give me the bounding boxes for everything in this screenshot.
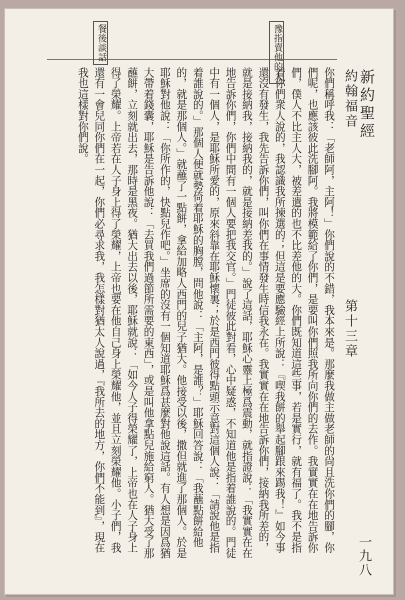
section-title: 約翰福音 bbox=[342, 69, 357, 129]
book-page bbox=[4, 8, 394, 595]
body-paragraph: 你們稱呼我：「老師阿，主阿！」你們說的不錯，我本來是。那麼我做主做老師的尙且洗你們的腳，你們呢，也應該彼此洗腳阿。我將模範給了你們，是要叫你們照我所向你們的去作。我實實在在地告訴你們，僕人不比主人大，被差遣的也不比差他的大。你們既知道這些事，若是實行，就有福了。我不是指着你們衆人說的，我認識我所揀選的；但這是要應驗經上所說：『喫我餅的舉起腳跟來踢我！』如今事還沒有發生，我先告訴你們，叫你們在事情發生時信我永在。我實實在在地告訴你們，接納我所差的，就是接納我，接納我的，就是接納差我的。」說了這話，耶穌心靈上極爲震動，就指證說：「我實實在在地告訴你們，你們中間有一個人要把我交官。」門徒彼此對看，心中疑惑，不知道他是指着誰說的。門徒中有一個人，是耶穌所愛的，原來斜靠在耶穌懷裏；於是西門彼得點頭示意對這個人說：「請說他是指着誰說的。」那個人便就勢倚着耶穌的胸膛，問他說：「主阿，是誰？」耶穌回答說：「我蘸點餅給他的，就是那個人。」就蘸了一點餅，拿給加略人西門的兒子猶大。他接受以後，撒但就進了那個人。於是耶穌對他說：「你所作的，快點兒作吧。」坐席的沒有一個知道耶穌爲甚麼對他說這話。有人想是因爲猶大帶着錢囊，耶穌是告訴他說：「去買我們過節所需要的東西」，或是叫他拿點兒施給窮人。猶大受了那蘸餅，立刻就出去，那時是黑夜。猶大出去以後，耶穌就說：「如今人子得榮耀了，上帝也在人子身上得了榮耀。上帝若在人子身上得了榮耀，上帝也要在他自己身上榮耀他，並且立刻榮耀他。小子們，我還有一會兒同你們在一起，你們必尋求我，我怎樣對猶太人說過，『我所去的地方，你們不能到』，現在我也這樣對你們說。 bbox=[76, 67, 335, 559]
margin-note-after-supper: 餐後談話 bbox=[93, 21, 108, 65]
book-title: 新約聖經 bbox=[358, 69, 376, 141]
top-rule bbox=[47, 59, 337, 60]
scripture-text bbox=[47, 67, 337, 563]
margin-note-betrayer: 豫指賣他的人 bbox=[269, 21, 284, 84]
page-number: 一九八 bbox=[356, 535, 371, 577]
chapter-heading: 第十三章 bbox=[342, 299, 357, 359]
